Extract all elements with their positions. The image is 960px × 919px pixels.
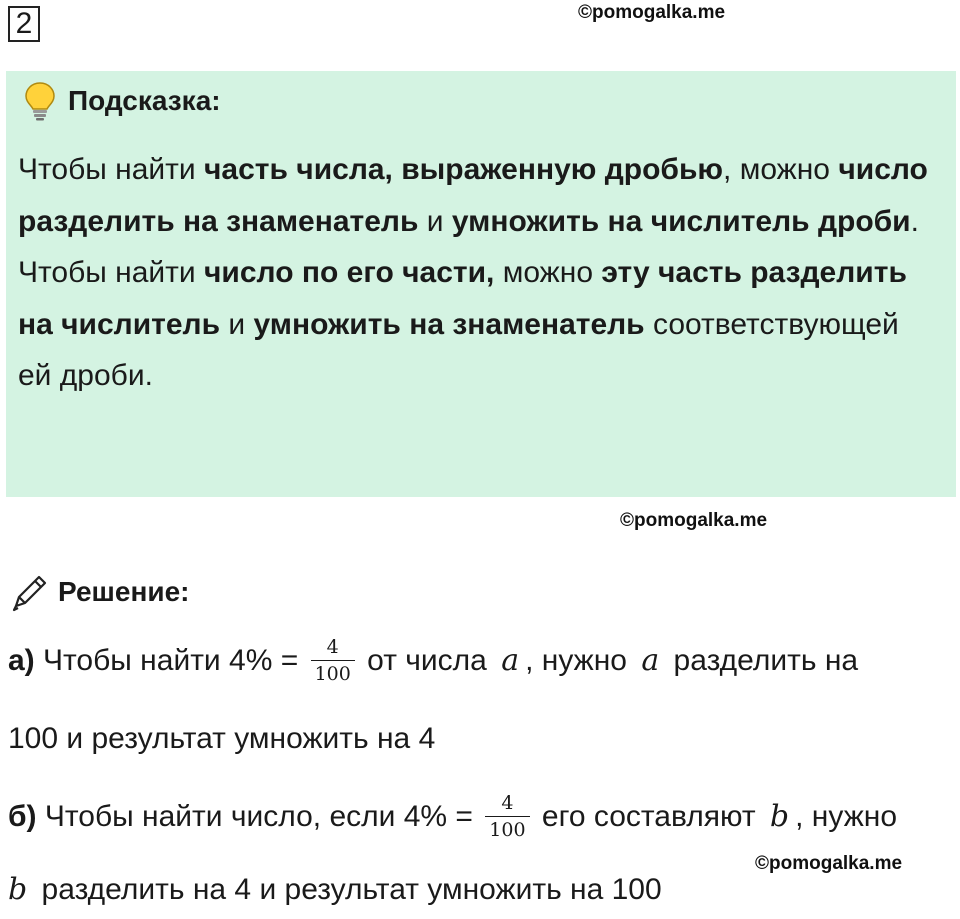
hint-box (6, 71, 956, 497)
fraction-denominator: 100 (314, 663, 351, 685)
text: , нужно (795, 799, 898, 833)
math-variable: a (501, 643, 520, 678)
text: разделить на (665, 643, 859, 677)
text: можно (494, 256, 602, 289)
fraction-bar (485, 816, 529, 817)
hint-header (22, 81, 221, 121)
bold-text: умножить на числитель дроби (451, 204, 911, 238)
text: и (418, 204, 452, 238)
text: Чтобы найти (18, 153, 205, 186)
text: Чтобы найти 4% = (34, 643, 307, 677)
text: соответствующей ей дроби. (18, 307, 899, 392)
fraction-bar (311, 660, 355, 661)
watermark-bottom: ©pomogalka.me (755, 853, 903, 874)
text: Чтобы найти (18, 256, 205, 289)
text: разделить на 4 и результат умножить на 100 (33, 872, 662, 906)
math-variable: a (641, 643, 660, 678)
bold-text: эту часть разделить на числитель (18, 256, 907, 341)
watermark-middle: ©pomogalka.me (620, 510, 768, 531)
bold-text: число по его части, (204, 256, 495, 289)
text: Чтобы найти число, если 4% = (36, 799, 482, 833)
text: от числа (358, 643, 496, 677)
solution-header (8, 570, 189, 614)
text: 100 и результат умножить на 4 (8, 722, 436, 755)
solution-title: Решение: (58, 576, 190, 607)
hint-text (18, 144, 938, 402)
text: его составляют (533, 799, 764, 833)
text: . (910, 204, 919, 238)
text: , нужно (525, 643, 636, 677)
solution-b-line-1 (8, 792, 897, 841)
solution-a-line-1 (8, 636, 858, 685)
math-variable: b (8, 872, 28, 907)
task-number: 2 (8, 6, 40, 42)
bold-text: число разделить на знаменатель (18, 153, 928, 238)
hint-title: Подсказка: (68, 85, 221, 116)
bold-text: часть числа, выраженную дробью (204, 153, 724, 186)
math-variable: b (769, 799, 790, 834)
solution-a-line-2 (8, 722, 435, 756)
lightbulb-icon (22, 81, 58, 121)
fraction-denominator: 100 (489, 819, 526, 841)
solution-b-line-2 (8, 872, 662, 907)
text: и (220, 307, 254, 341)
watermark-top: ©pomogalka.me (578, 2, 726, 23)
hint-paragraph-2 (18, 247, 938, 402)
text: , можно (723, 153, 839, 186)
fraction (313, 636, 353, 685)
bold-text: умножить на знаменатель (253, 307, 645, 341)
fraction-numerator: 4 (326, 636, 339, 658)
fraction (487, 792, 527, 841)
hint-paragraph-1 (18, 144, 938, 247)
item-label-a: а) (8, 643, 35, 677)
item-label-b: б) (8, 799, 37, 833)
pencil-icon (8, 570, 52, 614)
fraction-numerator: 4 (501, 792, 514, 814)
